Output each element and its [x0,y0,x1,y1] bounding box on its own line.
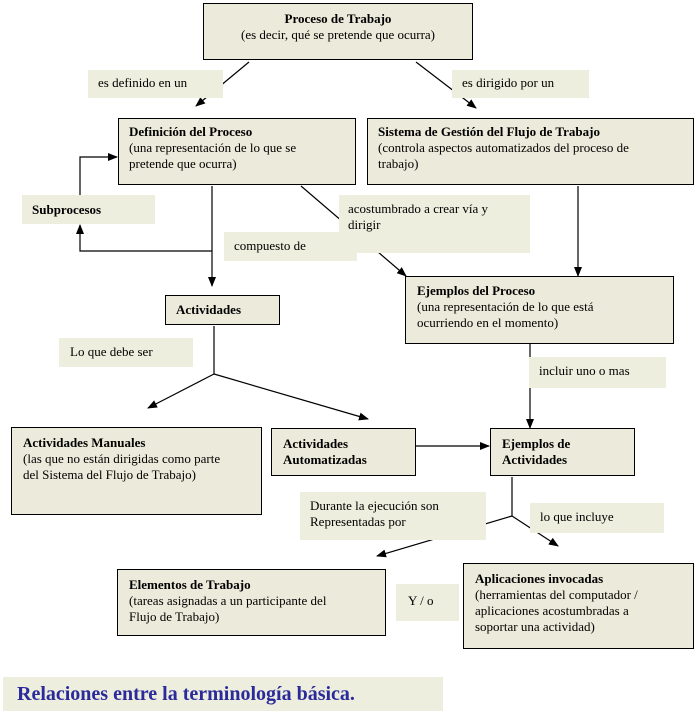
box-title: Ejemplos del Proceso [417,283,536,298]
box-title: Actividades [176,302,241,317]
box-description: soportar una actividad) [475,619,595,634]
arrow-subprocesos-loop-up [80,157,117,195]
box-title: Sistema de Gestión del Flujo de Trabajo [378,124,600,139]
label-es-dirigido: es dirigido por un [452,70,589,98]
box-title: Actividades [283,436,348,451]
arrow-definicion-to-subprocesos [80,225,212,251]
box-ejemplos-de-actividades [490,428,635,476]
box-ejemplos-del-proceso [405,276,674,344]
box-definicion-del-proceso [118,118,356,185]
arrow-to-actividades-automatizadas [214,374,368,419]
box-title: Elementos de Trabajo [129,577,251,592]
box-description: (tareas asignadas a un participante del [129,593,327,608]
box-description: ocurriendo en el momento) [417,315,559,330]
box-description: (es decir, qué se pretende que ocurra) [240,27,436,42]
label-subprocesos: Subprocesos [22,195,155,224]
box-description: (controla aspectos automatizados del proceso de [378,140,629,155]
box-actividades-automatizadas [271,428,416,476]
box-sistema-de-gestion [367,118,694,185]
box-title: Ejemplos de [502,436,571,451]
box-actividades [165,295,280,325]
label-incluir-uno-o-mas: incluir uno o mas [529,357,666,388]
label-acostumbrado: acostumbrado a crear vía y dirigir [339,195,530,253]
box-description: del Sistema del Flujo de Trabajo) [23,467,196,482]
label-y-o: Y / o [396,584,459,621]
label-es-definido: es definido en un [88,70,223,98]
box-description: aplicaciones acostumbradas a [475,603,629,618]
arrow-to-actividades-manuales [148,374,214,408]
box-elementos-de-trabajo [117,569,386,636]
label-compuesto-de: compuesto de [224,232,357,261]
box-description: (una representación de lo que se [129,140,297,155]
label-lo-que-debe-ser: Lo que debe ser [59,338,193,367]
box-description: (las que no están dirigidas como parte [23,451,221,466]
box-description: pretende que ocurra) [129,156,237,171]
box-title: Definición del Proceso [129,124,253,139]
box-description: Flujo de Trabajo) [129,609,220,624]
box-title: Actividades [502,452,567,467]
box-description: trabajo) [378,156,419,171]
box-title: Proceso de Trabajo [284,11,392,26]
box-title: Actividades Manuales [23,435,146,450]
box-aplicaciones-invocadas [463,563,694,649]
box-proceso-de-trabajo [203,3,473,60]
label-durante-la-ejecucion: Durante la ejecución son Representadas por [300,492,486,540]
box-title: Aplicaciones invocadas [475,571,604,586]
label-lo-que-incluye: lo que incluye [530,503,664,533]
box-description: (una representación de lo que está [417,299,594,314]
box-title: Automatizadas [283,452,367,467]
box-description: (herramientas del computador / [475,587,638,602]
box-actividades-manuales [11,427,262,515]
diagram-caption: Relaciones entre la terminología básica. [3,677,443,711]
